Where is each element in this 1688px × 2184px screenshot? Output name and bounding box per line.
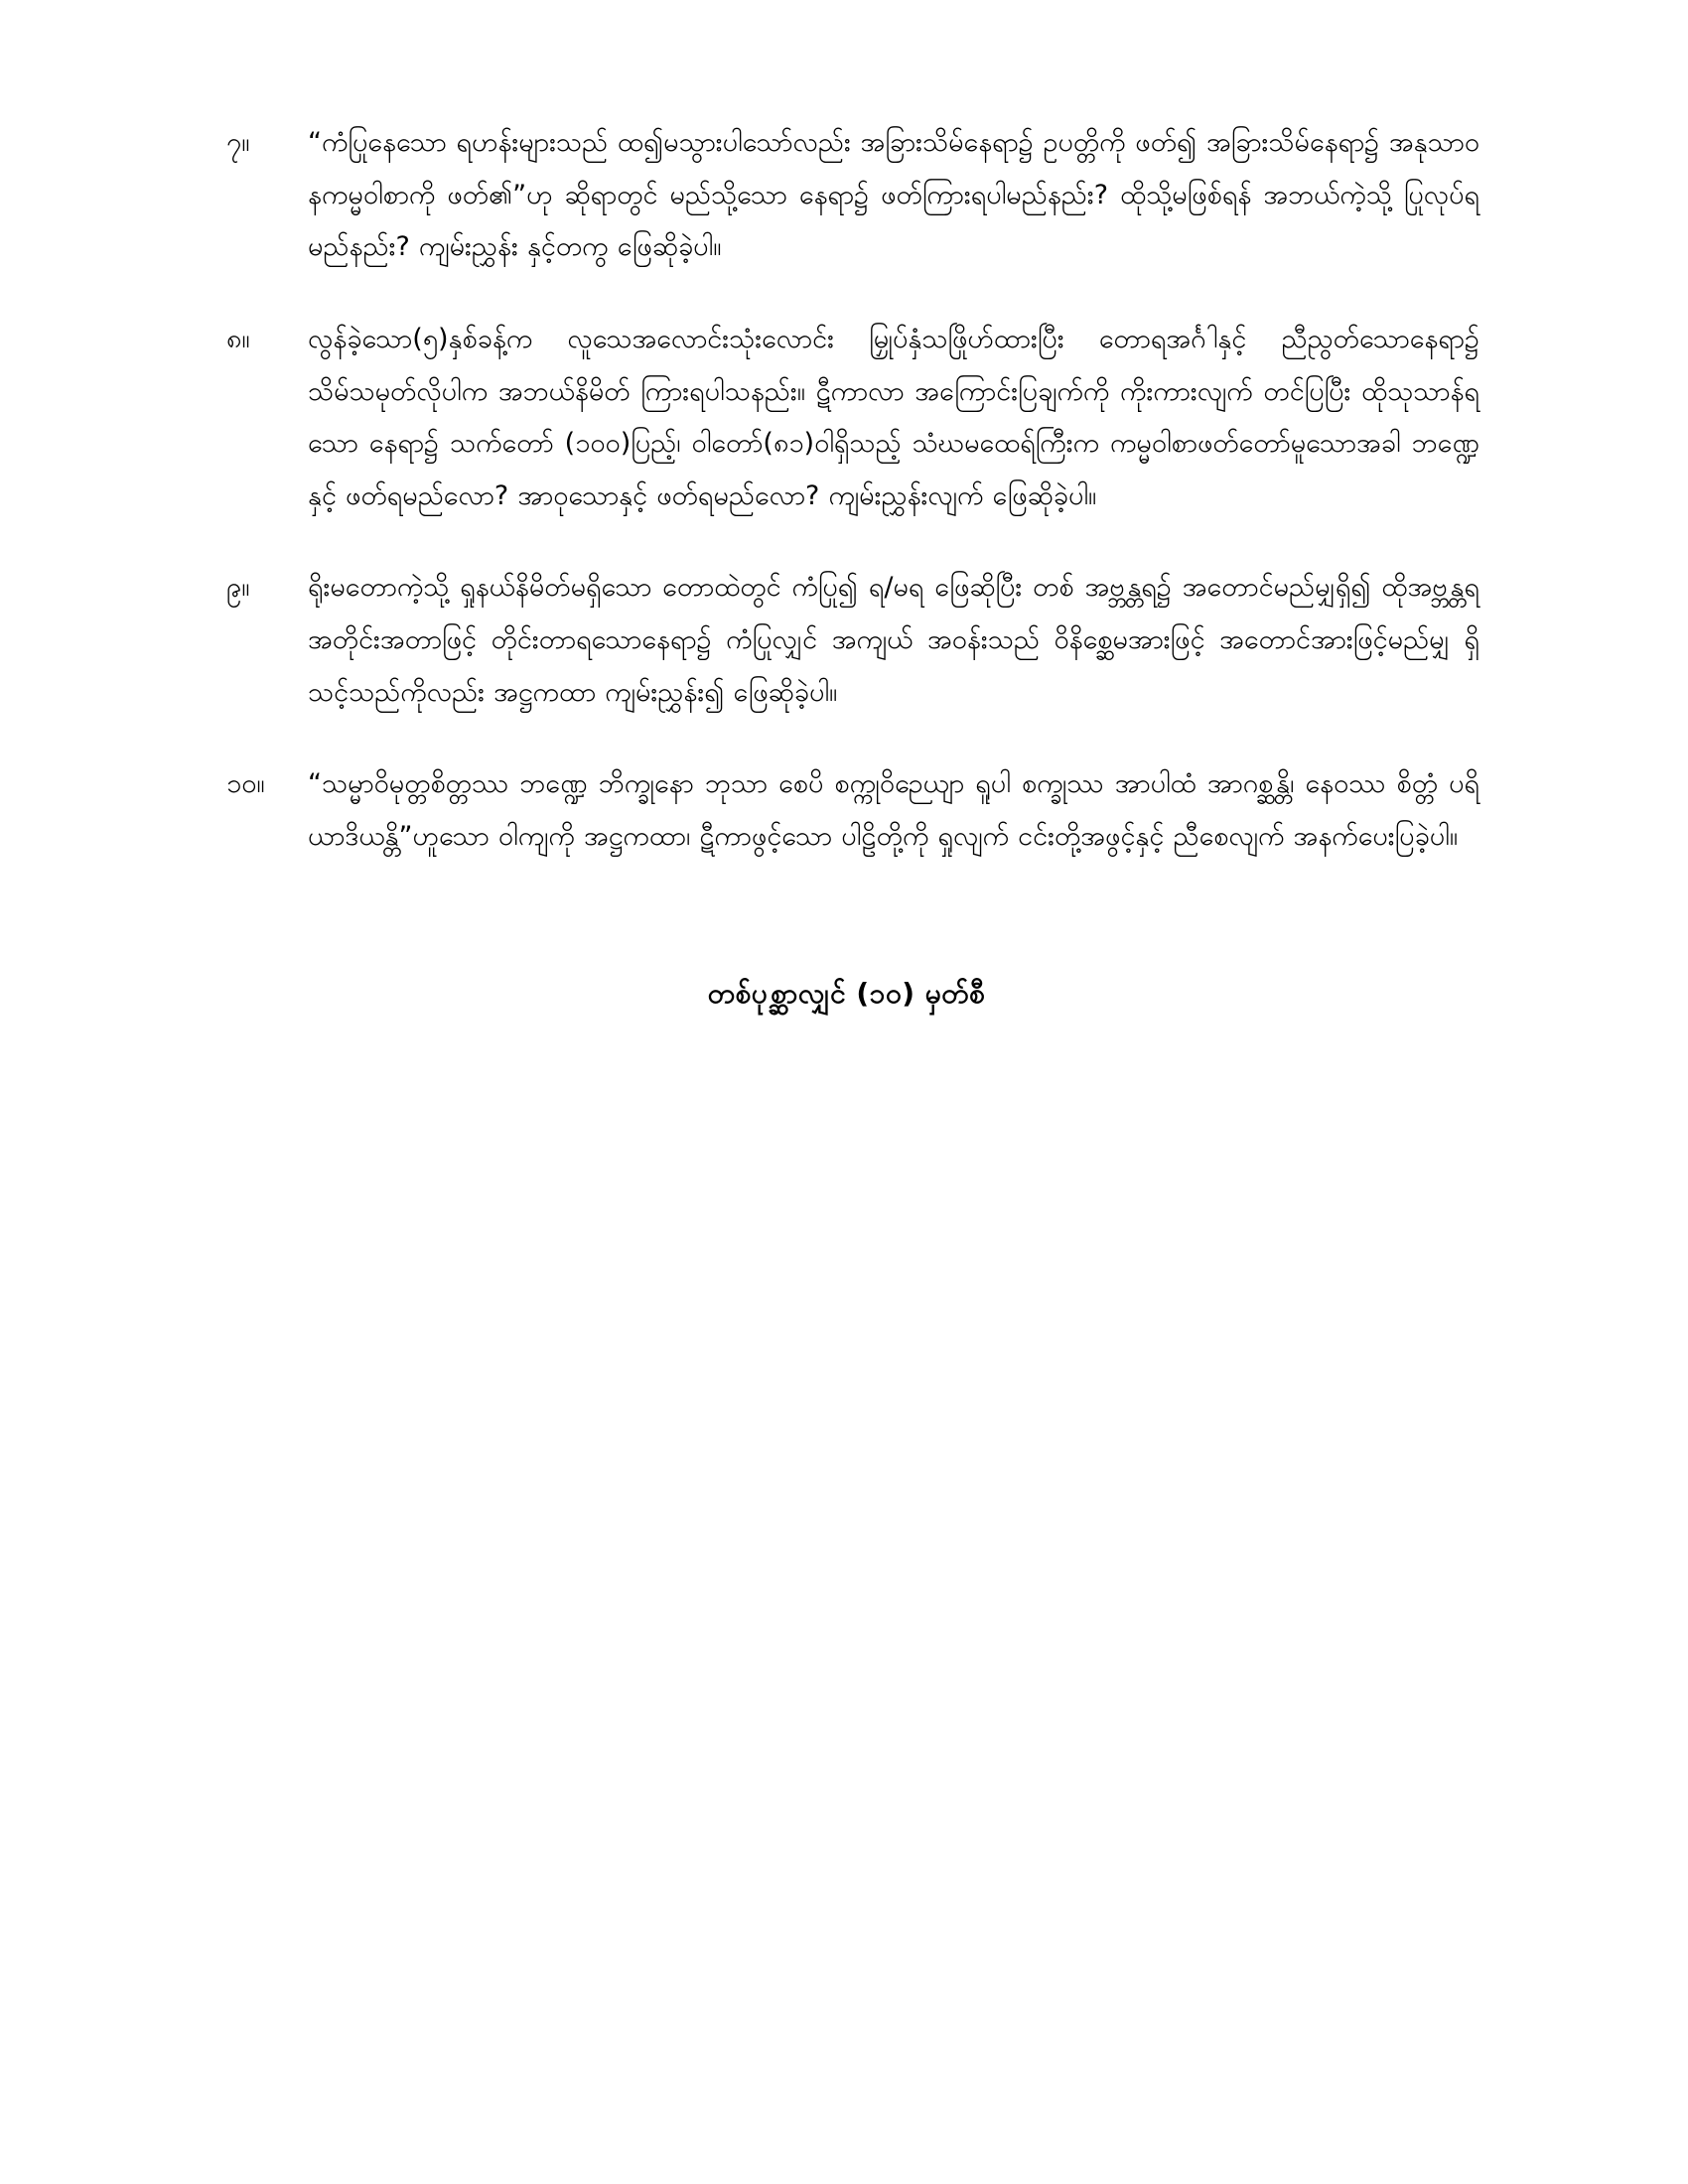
question-number: ၈။ <box>226 323 250 354</box>
question-number: ၁၀။ <box>226 768 265 800</box>
question-text: ရိုးမတောကဲ့သို့ ရှုနယ်နိမိတ်မရှိသော တောထဲတွင် ကံပြု၍ ရ/မရ ဖြေဆိုပြီး တစ် အဗ္ဘန္တရ၌ အတောင်မည်မျှရှိ၍ ထိုအဗ္ဘန္တရအတိုင်းအတာဖြင့် တိုင်းတာရသောနေရာ၌ ကံပြုလျှင် အကျယ် အဝန်းသည် ဝိနိစ္ဆေမအားဖြင့် အတောင်အားဖြင့်မည်မျှ ရှိသင့်သည်ကိုလည်း အဋ္ဌကထာ ကျမ်းညွှန်း၍ ဖြေဆိုခဲ့ပါ။ <box>308 572 1479 708</box>
question-item <box>213 314 1479 523</box>
question-text: “ကံပြုနေသော ရဟန်းများသည် ထ၍မသွားပါသော်လည်း အခြားသိမ်နေရာ၌ ဥပတ္တိကို ဖတ်၍ အခြားသိမ်နေရာ၌ အနုသာဝနကမ္မဝါစာကို ဖတ်၏”ဟု ဆိုရာတွင် မည်သို့သော နေရာ၌ ဖတ်ကြားရပါမည်နည်း? ထိုသို့မဖြစ်ရန် အဘယ်ကဲ့သို့ ပြုလုပ်ရမည်နည်း? ကျမ်းညွှန်း နှင့်တကွ ဖြေဆိုခဲ့ပါ။ <box>308 127 1479 263</box>
question-number: ၇။ <box>226 127 250 158</box>
question-text: လွန်ခဲ့သော(၅)နှစ်ခန့်က လူသေအလောင်းသုံးလောင်း မြှုပ်နှံသဖြိုဟ်ထားပြီး တောရအင်္ဂါနှင့် ညီညွတ်သောနေရာ၌ သိမ်သမုတ်လိုပါက အဘယ်နိမိတ် ကြားရပါသနည်း။ ဋီကာလာ အကြောင်းပြချက်ကို ကိုးကားလျက် တင်ပြပြီး ထိုသုသာန်ရသော နေရာ၌ သက်တော် (၁၀၀)ပြည့်၊ ဝါတော်(၈၁)ဝါရှိသည့် သံဃမထေရ်ကြီးက ကမ္မဝါစာဖတ်တော်မူသောအခါ ဘဏ္ဍေနှင့် ဖတ်ရမည်လော? အာဝုသောနှင့် ဖတ်ရမည်လော? ကျမ်းညွှန်းလျက် ဖြေဆိုခဲ့ပါ။ <box>308 323 1479 511</box>
question-number: ၉။ <box>226 572 250 604</box>
question-list <box>213 117 1479 864</box>
question-item <box>213 758 1479 863</box>
footer-title: တစ်ပုစ္ဆာလျှင် (၁၀) မှတ်စီ <box>707 976 986 1010</box>
question-item <box>213 562 1479 719</box>
question-text: “သမ္မာဝိမုတ္တစိတ္တဿ ဘဏ္ဍေ ဘိက္ခုနော ဘုသာ စေပိ စက္ကုဝိဉေယျာ ရူပါ စက္ခုဿ အာပါထံ အာဂစ္ဆန္တိ၊ နေဝဿ စိတ္တံ ပရိယာဒိယန္တိ”ဟူသော ဝါကျကို အဋ္ဌကထာ၊ ဋီကာဖွင့်သော ပါဠိတို့ကို ရှုလျက် ငင်းတို့အဖွင့်နှင့် ညီစေလျက် အနက်ပေးပြခဲ့ပါ။ <box>308 768 1479 853</box>
question-item <box>213 117 1479 274</box>
